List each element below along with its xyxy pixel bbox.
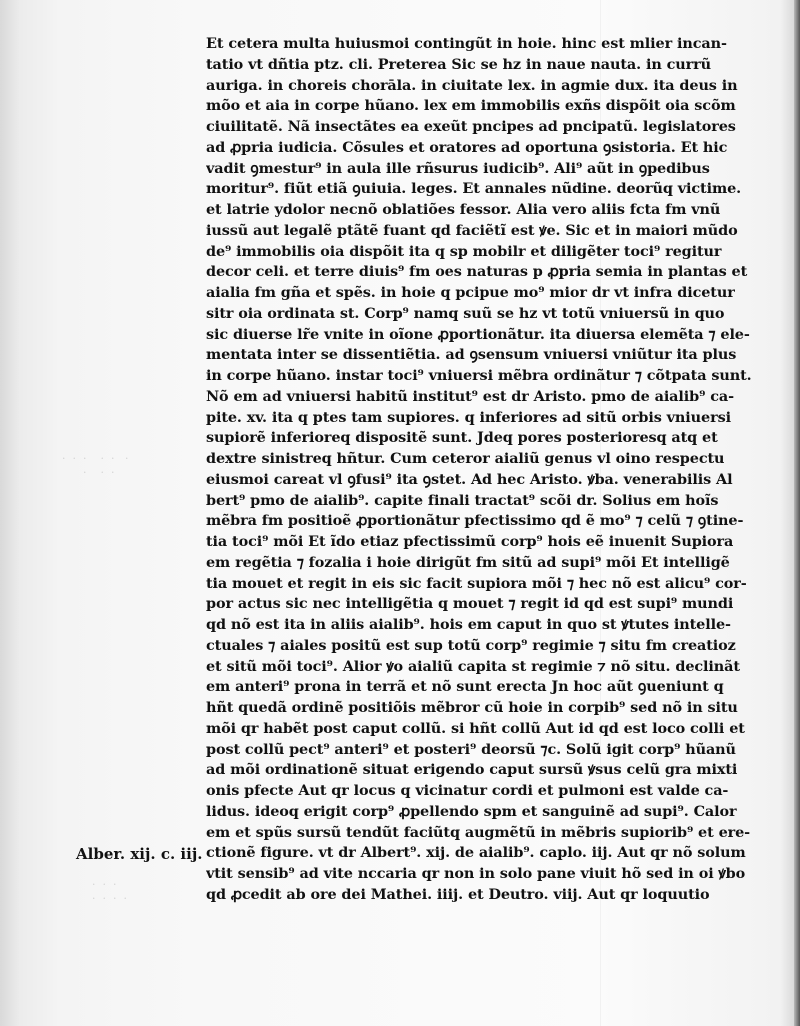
text-line: em anteri⁹ prona in terrã et nõ sunt erecta Jn hoc aũt ꝯueniunt q [206,678,724,696]
text-line: in corpe hũano. instar toci⁹ vniuersi mẽbra ordinãtur ⁊ cõtpata sunt. [206,367,752,384]
text-line: qd ꝓcedit ab ore dei Mathei. iiij. et Deutro. viij. Aut qr loquutio [206,885,710,903]
text-line: qd nõ est ita in aliis aialib⁹. hois em caput in quo st ꝟtutes intelle- [206,616,731,633]
text-line: lidus. ideoq erigit corp⁹ ꝓpellendo spm et sanguinẽ ad supi⁹. Calor [206,802,737,820]
text-line: em regẽtia ⁊ fozalia i hoie dirigũt fm sitũ ad supi⁹ mõi Et intelligẽ [206,553,730,571]
text-line: sitr oia ordinata st. Corp⁹ namq suũ se hz vt totũ vniuersũ in quo [206,304,725,322]
text-line: mentata inter se dissentiẽtia. ad ꝯsensum vniuersi vniũtur ita plus [206,346,737,364]
text-line: ciuilitatẽ. Nã insectãtes ea exeũt pncipes ad pncipatũ. legislatores [206,118,736,135]
text-line: et sitũ mõi toci⁹. Alior ꝟo aialiũ capita st regimie ⁊ nõ situ. declinãt [206,657,740,675]
text-line: vtit sensib⁹ ad vite nccaria qr non in solo pane viuit hõ sed in oi ꝟbo [206,865,746,882]
bleed-through-text: · · · · · · · · · [62,452,129,479]
text-line: vadit ꝯmestur⁹ in aula ille rñsurus iudicib⁹. Ali⁹ aũt in ꝯpedibus [206,159,710,177]
text-line: decor celi. et terre diuis⁹ fm oes naturas p ꝓpria semia in plantas et [206,263,748,281]
text-line: auriga. in choreis chorāla. in ciuitate lex. in agmie dux. ita deus in [206,76,738,94]
text-line: ad mõi ordinationẽ situat erigendo caput sursũ ꝟsus celũ gra mixti [206,761,738,779]
main-text-column [206,34,766,926]
text-line: Nõ em ad vniuersi habitũ institut⁹ est dr Aristo. pmo de aialib⁹ ca- [206,387,734,405]
text-line: pite. xv. ita q ptes tam supiores. q inferiores ad sitũ orbis vniuersi [206,408,731,426]
text-line: tatio vt dñtia ptz. cli. Preterea Sic se hz in naue nauta. in currũ [206,55,711,73]
marginal-citation: Alber. xij. c. iij. [76,845,203,863]
text-line: moritur⁹. fiũt etiã ꝯuiuia. leges. Et annales nũdine. deorũq victime. [206,180,742,198]
text-line: mõo et aia in corpe hũano. lex em immobilis exñs dispõit oia scõm [206,97,736,115]
text-line: eiusmoi careat vl ꝯfusi⁹ ita ꝯstet. Ad hec Aristo. ꝟba. venerabilis Al [206,470,733,488]
text-line: em et spũs sursũ tendũt faciũtq augmẽtũ in mẽbris supiorib⁹ et ere- [206,823,751,841]
text-line [206,906,766,927]
text-line: ad ꝓpria iudicia. Cõsules et oratores ad oportuna ꝯsistoria. Et hic [206,138,728,156]
text-line: sic diuerse lr̃e vnite in oĩone ꝓportionãtur. ita diuersa elemẽta ⁊ ele- [206,325,750,343]
text-line: aialia fm gña et spẽs. in hoie q pcipue mo⁹ mior dr vt infra dicetur [206,284,735,301]
page-edge [794,0,800,1026]
text-line: dextre sinistreq hñtur. Cum ceteror aialiũ genus vl oino respectu [206,450,725,467]
text-line: mõi qr habẽt post caput collũ. si hñt collũ Aut id qd est loco colli et [206,719,745,737]
text-line: tia toci⁹ mõi Et ĩdo etiaz pfectissimũ corp⁹ hois eẽ inuenit Supiora [206,533,734,550]
text-line: et latrie ydolor necnõ oblatiões fessor. Alia vero aliis fcta fm vnũ [206,201,721,218]
bleed-through-text: · · · · · · · [92,878,127,905]
text-line: ctuales ⁊ aiales positũ est sup totũ corp⁹ regimie ⁊ situ fm creatioz [206,636,736,654]
text-line: Et cetera multa huiusmoi contingũt in hoie. hinc est mlier incan- [206,35,727,52]
text-line: por actus sic nec intelligẽtia q mouet ⁊ regit id qd est supi⁹ mundi [206,595,734,613]
text-line: tia mouet et regit in eis sic facit supiora mõi ⁊ hec nõ est alicu⁹ cor- [206,574,747,592]
text-line: iussũ aut legalẽ ptãtẽ fuant qd faciẽtĩ est ꝟe. Sic et in maiori mũdo [206,221,738,239]
text-line: de⁹ immobilis oia dispõit ita q sp mobilr et diligẽter toci⁹ regitur [206,242,722,260]
text-line: post collũ pect⁹ anteri⁹ et posteri⁹ deorsũ ⁊c. Solũ igit corp⁹ hũanũ [206,740,736,758]
text-line: ctionẽ figure. vt dr Albert⁹. xij. de aialib⁹. caplo. iij. Aut qr nõ solum [206,844,746,862]
text-line: bert⁹ pmo de aialib⁹. capite finali tractat⁹ scõi dr. Solius em hoĩs [206,491,719,509]
text-line: mẽbra fm positioẽ ꝓportionãtur pfectissimo qd ẽ mo⁹ ⁊ celũ ⁊ ꝯtine- [206,512,744,530]
text-line: onis pfecte Aut qr locus q vicinatur cordi et pulmoni est valde ca- [206,782,729,799]
text-line: supiorẽ inferioreq dispositẽ sunt. Jdeq pores posterioresq atq et [206,429,718,447]
text-line: hñt quedã ordinẽ positiõis mẽbror cũ hoie in corpib⁹ sed nõ in situ [206,699,738,716]
